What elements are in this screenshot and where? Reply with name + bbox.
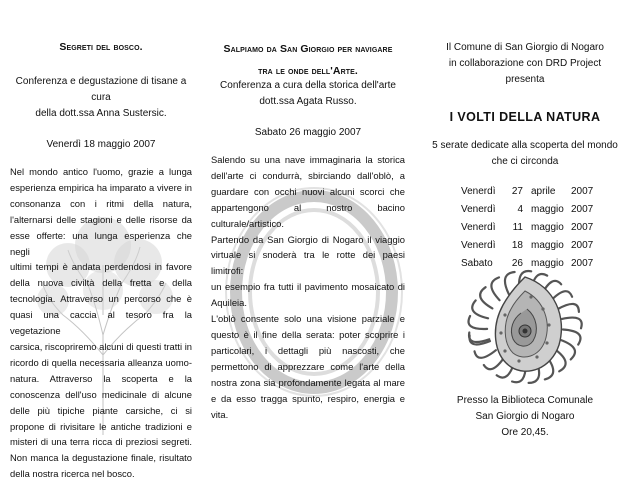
schedule-day: Venerdì	[461, 221, 496, 233]
body-line: esse offerte: una lunga esperienza che negli	[10, 229, 192, 257]
body-line: Partendo da San Giorgio di Nogaro il viaggio	[211, 233, 405, 245]
section-subtitle	[211, 78, 405, 110]
body-line: della nuova civiltà della fretta e della	[10, 277, 192, 289]
schedule-row	[461, 200, 593, 218]
body-line: nostra zona sia profondamente legata al mare	[211, 376, 405, 388]
body-line: Salendo su una nave immaginaria la storica	[211, 154, 405, 165]
subtitle-line: Conferenza a cura della storica dell'arte	[220, 80, 396, 91]
section-subtitle	[10, 74, 192, 122]
schedule-row	[461, 236, 593, 254]
event-date: Venerdì 18 maggio 2007	[46, 139, 156, 150]
body-line: tecnologia. Attraverso un percorso che è	[10, 293, 192, 305]
venue-line: Presso la Biblioteca Comunale	[456, 395, 594, 406]
body-line: conoscenza dell'uso medicinale di alcune	[10, 388, 192, 400]
section-title	[211, 38, 405, 82]
body-line: e da esso tragga spunto, respiro, energia e	[211, 392, 405, 404]
body-line: dell'arte ci condurrà, sbirciando dall'oblò, a	[211, 169, 405, 181]
schedule-num: 27	[511, 185, 523, 197]
section-title: Segreti del bosco.	[59, 41, 143, 53]
section-body	[211, 152, 405, 422]
schedule-year: 2007	[571, 185, 594, 197]
body-line: ultimi tempi è andata perdendosi in favore	[10, 261, 192, 273]
event-date: Sabato 26 maggio 2007	[254, 127, 362, 138]
schedule-day: Sabato	[461, 257, 493, 269]
body-line: quasi una caccia al tesoro fra la vegetazione	[10, 309, 192, 337]
schedule-month: maggio	[531, 257, 564, 269]
body-line: particolari, i dettagli più nascosti, che	[211, 344, 405, 356]
schedule-num: 11	[512, 221, 523, 233]
schedule-year: 2007	[571, 257, 594, 269]
venue-block	[425, 393, 625, 441]
body-line: Aquileia.	[211, 297, 247, 309]
schedule-year: 2007	[571, 203, 594, 215]
column-segreti-del-bosco	[10, 0, 192, 495]
body-line: natura. Attraverso la scoperta e la	[10, 372, 192, 384]
organizer-line: Il Comune di San Giorgio di Nogaro	[446, 42, 604, 53]
schedule-day: Venerdì	[461, 239, 496, 251]
organizer-line: presenta	[505, 74, 545, 85]
venue-line: Ore 20,45.	[501, 427, 549, 438]
schedule-month: aprile	[531, 185, 556, 197]
body-line: questo è il fine della serata: poter scoprire i	[211, 328, 405, 340]
body-line: l'alternarsi delle stagioni e delle risorse da	[10, 213, 192, 225]
body-line: della nostra ricerca nel bosco.	[10, 468, 135, 480]
body-line: consonanza con i ritmi della natura,	[10, 197, 192, 209]
body-line: Nel mondo antico l'uomo, grazie a lunga	[10, 166, 192, 177]
body-line: virtuale si snoderà tra le rotte dei paesi limitrofi:	[211, 249, 405, 277]
body-line: L'oblò consente solo una visione parziale e	[211, 313, 405, 325]
main-title: I VOLTI DELLA NATURA	[449, 110, 601, 124]
schedule-row	[461, 218, 593, 236]
body-line: delle più tipiche piante carsiche, ci si	[10, 404, 192, 416]
body-line: appartengono al nostro bacino	[211, 201, 405, 213]
body-line: vita.	[211, 408, 229, 420]
body-line: carsica, riscopriremo alcuni di questi tratti in	[10, 340, 192, 352]
schedule-year: 2007	[571, 239, 594, 251]
tagline	[425, 138, 625, 170]
schedule-day: Venerdì	[461, 203, 496, 215]
schedule-num: 4	[517, 203, 523, 215]
schedule-month: maggio	[531, 239, 564, 251]
subtitle-line: della dott.ssa Anna Sustersic.	[35, 108, 167, 119]
title-line: tra le onde dell'Arte.	[258, 65, 358, 77]
body-line: misteri di una terra ricca di preziosi segreti.	[10, 436, 192, 448]
body-line: esperienza empirica ha imparato a vivere in	[10, 181, 192, 193]
body-line: permettono di apprezzare come l'arte della	[211, 360, 405, 372]
schedule-month: maggio	[531, 203, 564, 215]
schedule-num: 26	[511, 257, 523, 269]
venue-line: San Giorgio di Nogaro	[475, 411, 575, 422]
schedule-row	[461, 182, 593, 200]
organizer-line: in collaborazione con DRD Project	[448, 58, 602, 69]
body-line: ricordo di quella necessaria alleanza uomo-	[10, 356, 192, 368]
schedule-month: maggio	[531, 221, 564, 233]
body-line: Non manca la degustazione finale, risultato	[10, 452, 192, 464]
tagline-line: 5 serate dedicate alla scoperta del mondo	[432, 140, 618, 151]
subtitle-line: Conferenza e degustazione di tisane a cura	[15, 76, 187, 103]
body-line: guardare con occhi nuovi alcuni scorci che	[211, 185, 405, 197]
column-cover	[425, 0, 625, 495]
schedule-day: Venerdì	[461, 185, 496, 197]
body-line: un esempio fra tutti il pavimento mosaicato di	[211, 281, 405, 293]
column-salpiamo	[211, 0, 405, 495]
schedule-year: 2007	[571, 221, 594, 233]
nautilus-shell-illustration	[455, 257, 595, 393]
body-line: propone di rivisitare le antiche tradizioni e	[10, 420, 192, 432]
title-line: Salpiamo da San Giorgio per navigare	[223, 43, 393, 55]
organizer-block	[425, 40, 625, 88]
tagline-line: che ci circonda	[491, 156, 559, 167]
body-line: culturale/artistico.	[211, 217, 284, 229]
section-body	[10, 164, 192, 482]
subtitle-line: dott.ssa Agata Russo.	[259, 96, 357, 107]
schedule-num: 18	[511, 239, 523, 251]
